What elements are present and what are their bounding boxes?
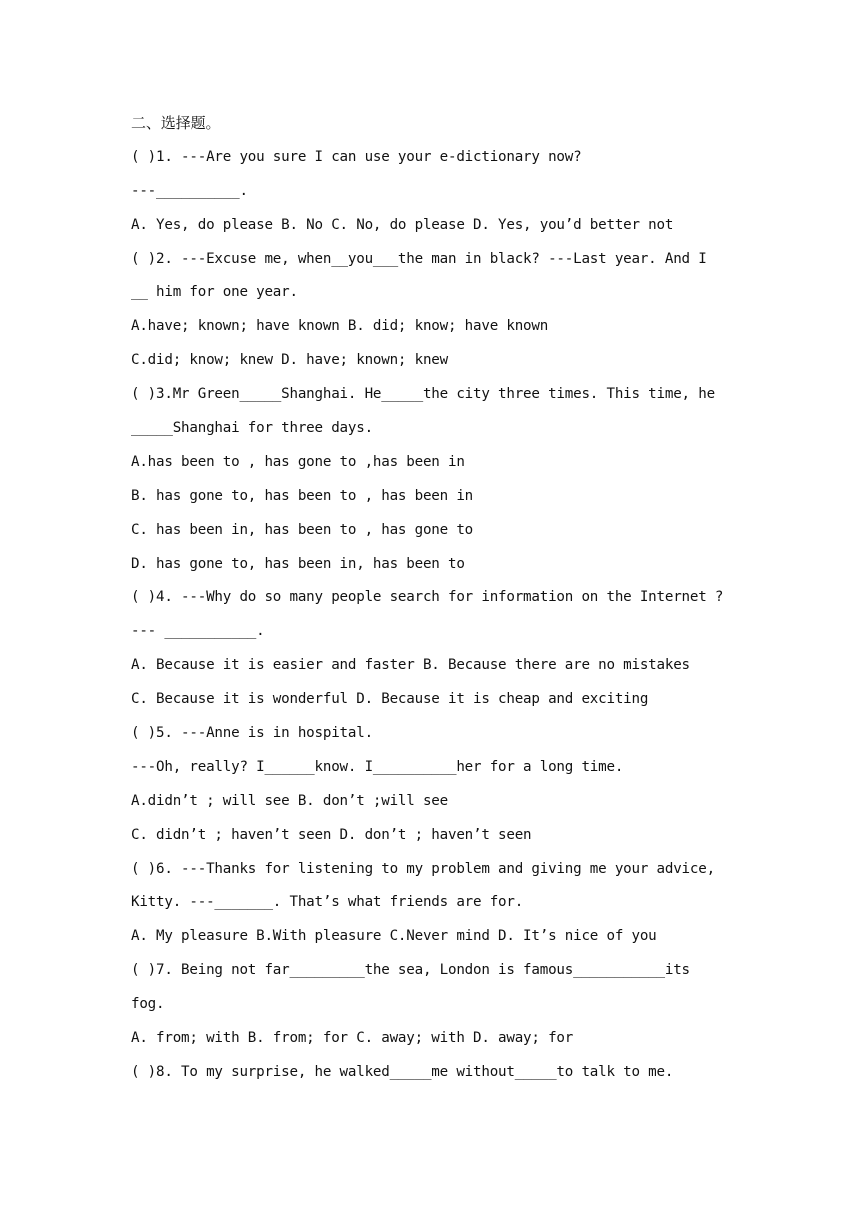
question-line: __ him for one year.	[131, 284, 298, 301]
question-line: ---Oh, really? I______know. I__________her for a long time.	[131, 758, 624, 775]
question-line: C. didn’t ; haven’t seen D. don’t ; haven’t seen	[131, 826, 532, 843]
question-line: A.have; known; have known B. did; know; have known	[131, 318, 549, 335]
question-line: ( )1. ---Are you sure I can use your e-dictionary now?	[131, 148, 582, 165]
question-line: ( )2. ---Excuse me, when__you___the man in black? ---Last year. And I	[131, 250, 707, 267]
question-line: B. has gone to, has been to , has been in	[131, 487, 474, 504]
question-line: fog.	[131, 996, 165, 1013]
question-line: A. from; with B. from; for C. away; with D. away; for	[131, 1030, 574, 1047]
question-line: ---__________.	[131, 182, 248, 199]
question-lines	[131, 145, 741, 1094]
question-line: C.did; know; knew D. have; known; knew	[131, 352, 448, 369]
question-line: Kitty. ---_______. That’s what friends are for.	[131, 894, 524, 911]
question-line: ( )7. Being not far_________the sea, London is famous___________its	[131, 962, 690, 979]
question-line: ( )8. To my surprise, he walked_____me without_____to talk to me.	[131, 1063, 674, 1080]
question-line: A.didn’t ; will see B. don’t ;will see	[131, 792, 448, 809]
question-line: A. Because it is easier and faster B. Because there are no mistakes	[131, 657, 690, 674]
question-line: C. Because it is wonderful D. Because it is cheap and exciting	[131, 691, 649, 708]
section-title: 二、选择题。	[131, 114, 221, 132]
question-line: D. has gone to, has been in, has been to	[131, 555, 465, 572]
question-line: C. has been in, has been to , has gone to	[131, 521, 474, 538]
question-list	[131, 111, 741, 1094]
question-line: A. My pleasure B.With pleasure C.Never mind D. It’s nice of you	[131, 928, 657, 945]
question-line: ( )4. ---Why do so many people search for information on the Internet ?	[131, 589, 724, 606]
question-line: A. Yes, do please B. No C. No, do please D. Yes, you’d better not	[131, 216, 674, 233]
question-line: _____Shanghai for three days.	[131, 420, 373, 437]
question-line: ( )6. ---Thanks for listening to my problem and giving me your advice,	[131, 860, 715, 877]
question-line: A.has been to , has gone to ,has been in	[131, 453, 465, 470]
question-line: --- ___________.	[131, 623, 265, 640]
question-line: ( )3.Mr Green_____Shanghai. He_____the city three times. This time, he	[131, 386, 715, 403]
question-line: ( )5. ---Anne is in hospital.	[131, 725, 373, 742]
